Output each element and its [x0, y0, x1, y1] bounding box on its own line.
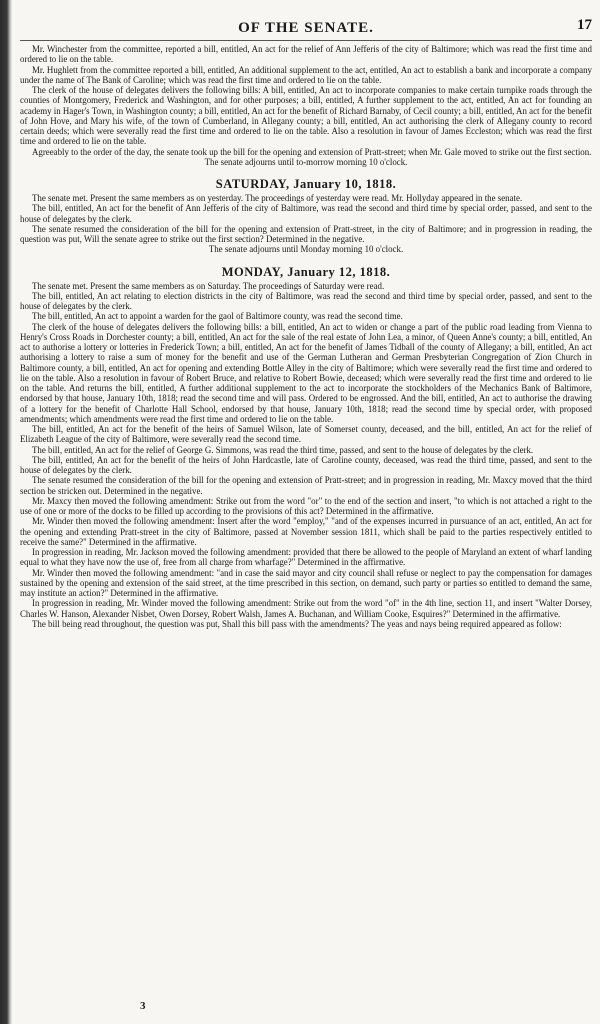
paragraph: The senate met. Present the same members as on yesterday. The proceedings of yesterday were read. Mr. Hollyday appeared in the senate.: [32, 193, 523, 203]
paragraph: The clerk of the house of delegates delivers the following bills: A bill, entitled, An act to incorporate companies to make certain turnpike roads through the counties of Montgomery, Frederick and Washington, and for other purposes; a bill, entitled, A further supplement to the act, entitled, An act for founding an academy in Hager's Town, in Washington county; a bill, entitled, An act for the benefit of Richard Barnaby, of Cecil county; a bill, entitled, An act for the benefit of John Hove, and Mary his wife, of the town of Cumberland, in Allegany county; a bill, entitled, An act authorising the clerk of Allegany county to record certain deeds; which were severally read the first time and ordered to lie on the table. Also a resolution in favour of James Eccleston; which was read the first time and ordered to lie on the table.: [20, 85, 592, 147]
paragraph: Mr. Hughlett from the committee reported a bill, entitled, An additional supplement to the act, entitled, An act to establish a bank and incorporate a company under the name of The Bank of Caroline; which was read the first time and ordered to lie on the table.: [20, 64, 592, 85]
adjournment-line: The senate adjourns until to-morrow morning 10 o'clock.: [204, 156, 408, 167]
signature-mark: 3: [140, 1000, 146, 1012]
paragraph: The clerk of the house of delegates delivers the following bills: a bill, entitled, An act to widen or change a part of the public road leading from Vienna to Henry's Cross Roads in Dorchester county; a bill, entitled, An act for the sale of the real estate of John Lea, a minor, of Queen Anne's county; a bill, entitled, An act to authorise a lottery or lotteries in Frederick Town; a bill, entitled, An act for the benefit of James Tidball of the county of Allegany; a bill, entitled, An act authorising a lottery to raise a sum of money for the benefit and use of the German Lutheran and German Presbyterian Congregation of Zion Church in Baltimore county, a bill, entitled, An act for opening and extending Bottle Alley in the city of Baltimore; which were severally read the first time and ordered to lie on the table. Also a resolution in favour of Robert Bruce, and relative to Robert Bowie, deceased; which were severally read the first time and ordered to lie on the table. And returns the bill, entitled, A further additional supplement to the act to incorporate the stockholders of the Mechanics Bank of Baltimore, endorsed by that house, January 10th, 1818; read the second time and will pass. Ordered to be engrossed. And the bill, entitled, An act to authorise the drawing of a lottery for the benefit of Charlotte Hall School, endorsed by that house, January 10th, 1818; read the second time by special order, with proposed amendments; which amendments were read the first time and ordered to lie on the table.: [20, 321, 592, 424]
paragraph: The senate resumed the consideration of the bill for the opening and extension of Pratt-street, in the city of Baltimore; and in progression in reading, the question was put, Will the senate agree to strike out the first section? Determined in the negative.: [20, 223, 592, 244]
paragraph: Agreeably to the order of the day, the senate took up the bill for the opening and extension of Pratt-street; when Mr. Gale moved to strike out the first section.: [32, 146, 592, 157]
paragraph: The senate resumed the consideration of the bill for the opening and extension of Pratt-street; and in progression in reading, Mr. Maxcy moved that the third section be stricken out. Determined in the negative.: [20, 475, 592, 496]
paragraph: The bill, entitled, An act for the relief of George G. Simmons, was read the third time, passed, and sent to the house of delegates by the clerk.: [32, 444, 534, 455]
binding-gutter: [0, 0, 12, 1024]
paragraph: The bill, entitled, An act for the benefit of the heirs of Samuel Wilson, late of Somerset county, deceased, and the bill, entitled, An act for the relief of Elizabeth League of the city of Baltimore, were severally read the second time.: [20, 424, 592, 445]
journal-body: [20, 44, 592, 629]
paragraph: In progression in reading, Mr. Jackson moved the following amendment: provided that there be allowed to the people of Maryland an extent of wharf landing equal to what they have now the use of, free from all charge from wharfage?" Determined in the affirmative.: [20, 547, 592, 568]
paragraph: The bill, entitled, An act for the benefit of Ann Jefferis of the city of Baltimore, was read the second and third time by special order, passed, and sent to the house of delegates by the clerk.: [20, 203, 592, 224]
paragraph: The bill being read throughout, the question was put, Shall this bill pass with the amendments? The yeas and nays being required appeared as follow:: [32, 618, 562, 629]
paragraph: Mr. Winder then moved the following amendment: Insert after the word "employ," "and of the expenses incurred in pursuance of an act, entitled, An act for the opening and extending Pratt-street in the city of Baltimore, passed at November session 1811, which shall be paid to the parties respectively entitled to receive the same?" Determined in the affirmative.: [20, 516, 592, 547]
paragraph: In progression in reading, Mr. Winder moved the following amendment: Strike out from the word "of" in the 4th line, section 11, and insert "Walter Dorsey, Charles W. Hanson, Alexander Nisbet, Owen Dorsey, Robert Walsh, James A. Buchanan, and William Cooke, Esquires?" Determined in the affirmative.: [20, 598, 592, 619]
paragraph: The senate met. Present the same members as on Saturday. The proceedings of Saturday were read.: [32, 280, 385, 291]
paragraph: Mr. Maxcy then moved the following amendment: Strike out from the word "or" to the end of the section and insert, "to which is not attached a right to the use of one or more of the docks to be filled up according to the provisions of this act? Determined in the affirmative.: [20, 495, 592, 516]
paragraph: Mr. Winchester from the committee, reported a bill, entitled, An act for the relief of Ann Jefferis of the city of Baltimore; which was read the first time and ordered to lie on the table.: [20, 44, 592, 65]
paragraph: The bill, entitled, An act relating to election districts in the city of Baltimore, was read the second and third time by special order, passed, and sent to the house of delegates by the clerk.: [20, 290, 592, 311]
adjournment-line: The senate adjourns until Monday morning 10 o'clock.: [208, 244, 404, 255]
header-rule: [20, 40, 592, 41]
paragraph: The bill, entitled, An act to appoint a warden for the gaol of Baltimore county, was read the second time.: [32, 311, 403, 322]
date-heading-saturday: SATURDAY, January 10, 1818.: [215, 177, 397, 191]
page-number: 17: [577, 17, 592, 33]
running-head: OF THE SENATE.: [238, 20, 374, 36]
paragraph: The bill, entitled, An act for the benefit of the heirs of John Hardcastle, late of Caroline county, deceased, was read the third time, passed, and sent to the house of delegates by the clerk.: [20, 454, 592, 475]
date-heading-monday: MONDAY, January 12, 1818.: [221, 264, 391, 279]
paragraph: Mr. Winder then moved the following amendment: "and in case the said mayor and city council shall refuse or neglect to pay the compensation for damages sustained by the opening and extension of the said street, at the time prescribed in this section, on demand, such party or parties so entitled to demand the same, may institute an action?" Determined in the affirmative.: [20, 567, 592, 598]
